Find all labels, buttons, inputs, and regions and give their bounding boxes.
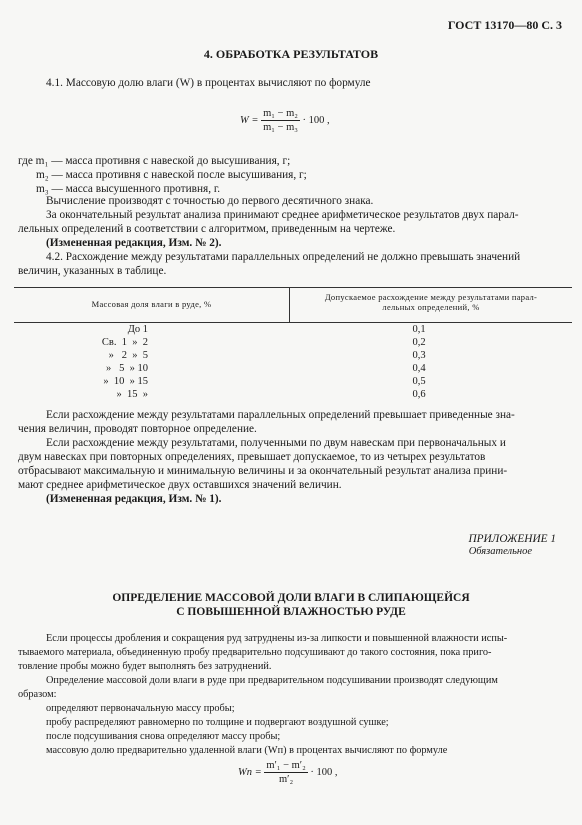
- appendix-step-1: определяют первоначальную массу пробы;: [46, 703, 235, 714]
- formula-lhs: W =: [240, 114, 259, 126]
- table-cell-range: » 10 » 15: [103, 376, 148, 387]
- moisture-formula: [240, 108, 330, 133]
- after-table-p2-line-1: Если расхождение между результатами, полученными по двум навескам при первоначальных и: [46, 437, 506, 449]
- appendix-title-line-1: ОПРЕДЕЛЕНИЕ МАССОВОЙ ДОЛИ ВЛАГИ В СЛИПАЮЩЕЙСЯ: [112, 592, 470, 604]
- paragraph-4-2-line-2: величин, указанных в таблице.: [18, 265, 167, 277]
- table-cell-value: 0,2: [412, 337, 426, 348]
- table-row: [0, 389, 582, 402]
- table-row: [0, 363, 582, 376]
- column-header-tolerance-line-1: Допускаемое расхождение между результатами парал-: [324, 292, 538, 302]
- table-cell-value: 0,1: [412, 324, 426, 335]
- where-line-3: m₃ — масса высушенного противня, г.: [36, 183, 221, 195]
- document-reference: ГОСТ 13170—80 С. 3: [447, 18, 562, 32]
- table-body: [0, 324, 582, 402]
- final-result-line-2: лельных определений в соответствии с алгоритмом, приведенным на чертеже.: [18, 223, 396, 235]
- table-cell-range: Св. 1 » 2: [101, 337, 148, 348]
- formula-fraction: [264, 760, 307, 785]
- table-row: [0, 376, 582, 389]
- column-header-tolerance-line-2: лельных определений, %: [382, 302, 480, 312]
- appendix-p2-line-2: образом:: [18, 689, 57, 700]
- table-cell-range: » 15 »: [116, 389, 148, 400]
- appendix-p1-line-2: тываемого материала, объединенную пробу предварительно подсушивают до такого состояния, пока приго-: [18, 647, 492, 658]
- table-header-row: [14, 288, 572, 322]
- after-table-p2-line-3: отбрасывают максимальную и минимальную величины и за окончательный результат анализа прини-: [18, 465, 508, 477]
- table-cell-range: До 1: [127, 324, 148, 335]
- formula-numerator: m′₁ − m′₂: [266, 760, 306, 771]
- paragraph-4-2-line-1: 4.2. Расхождение между результатами параллельных определений не должно превышать значений: [46, 251, 521, 263]
- formula-fraction: [261, 108, 300, 133]
- calc-precision-text: Вычисление производят с точностью до первого десятичного знака.: [46, 195, 374, 207]
- table-header-rule: [14, 322, 572, 323]
- table-row: [0, 337, 582, 350]
- formula-denominator: m₁ − m₃: [263, 122, 298, 133]
- appendix-step-2: пробу распределяют равномерно по толщине и подвергают воздушной сушке;: [46, 717, 389, 728]
- after-table-p1-line-1: Если расхождение между результатами параллельных определений превышает приведенные зна-: [46, 409, 515, 421]
- appendix-label: ПРИЛОЖЕНИЕ 1: [468, 533, 556, 545]
- edit-note-amendment-1: (Измененная редакция, Изм. № 1).: [46, 493, 222, 505]
- table-row: [0, 350, 582, 363]
- column-header-moisture: Массовая доля влаги в руде, %: [91, 299, 212, 309]
- tolerance-table: [14, 287, 572, 323]
- after-table-p2-line-2: двум навесках при повторных определениях, превышает допускаемое, то из четырех результатов: [18, 451, 486, 463]
- appendix-status: Обязательное: [468, 546, 532, 557]
- column-header-tolerance: [290, 292, 572, 312]
- after-table-p1-line-2: чения величин, проводят повторное определение.: [18, 423, 257, 435]
- appendix-step-4: массовую долю предварительно удаленной влаги (Wп) в процентах вычисляют по формуле: [46, 745, 448, 756]
- formula-numerator: m₁ − m₂: [263, 108, 298, 119]
- formula-tail: · 100 ,: [302, 114, 330, 126]
- table-cell-range: » 2 » 5: [108, 350, 148, 361]
- predrying-formula: [238, 760, 338, 785]
- appendix-title-line-2: С ПОВЫШЕННОЙ ВЛАЖНОСТЬЮ РУДЕ: [176, 606, 406, 618]
- formula-tail: · 100 ,: [310, 766, 338, 778]
- final-result-line-1: За окончательный результат анализа принимают среднее арифметическое результатов двух парал-: [46, 209, 519, 221]
- paragraph-4-1: 4.1. Массовую долю влаги (W) в процентах вычисляют по формуле: [46, 77, 371, 89]
- where-line-1: где m₁ — масса противня с навеской до высушивания, г;: [18, 155, 291, 167]
- edit-note-amendment-2: (Измененная редакция, Изм. № 2).: [46, 237, 222, 249]
- appendix-p1-line-1: Если процессы дробления и сокращения руд затруднены из-за липкости и повышенной влажности испы-: [46, 633, 508, 644]
- appendix-step-3: после подсушивания снова определяют массу пробы;: [46, 731, 281, 742]
- table-row: [0, 324, 582, 337]
- table-cell-value: 0,5: [412, 376, 426, 387]
- table-cell-range: » 5 » 10: [106, 363, 148, 374]
- formula-lhs: Wп =: [238, 766, 262, 778]
- where-line-2: m₂ — масса противня с навеской после высушивания, г;: [36, 169, 307, 181]
- formula-denominator: m′₂: [278, 774, 294, 785]
- appendix-p1-line-3: товление пробы можно будет выполнять без затруднений.: [18, 661, 272, 672]
- table-cell-value: 0,6: [412, 389, 426, 400]
- section-title: 4. ОБРАБОТКА РЕЗУЛЬТАТОВ: [203, 47, 379, 61]
- table-cell-value: 0,4: [412, 363, 426, 374]
- table-cell-value: 0,3: [412, 350, 426, 361]
- appendix-p2-line-1: Определение массовой доли влаги в руде при предварительном подсушивании производят следующим: [46, 675, 498, 686]
- after-table-p2-line-4: мают среднее арифметическое двух оставшихся значений величин.: [18, 479, 342, 491]
